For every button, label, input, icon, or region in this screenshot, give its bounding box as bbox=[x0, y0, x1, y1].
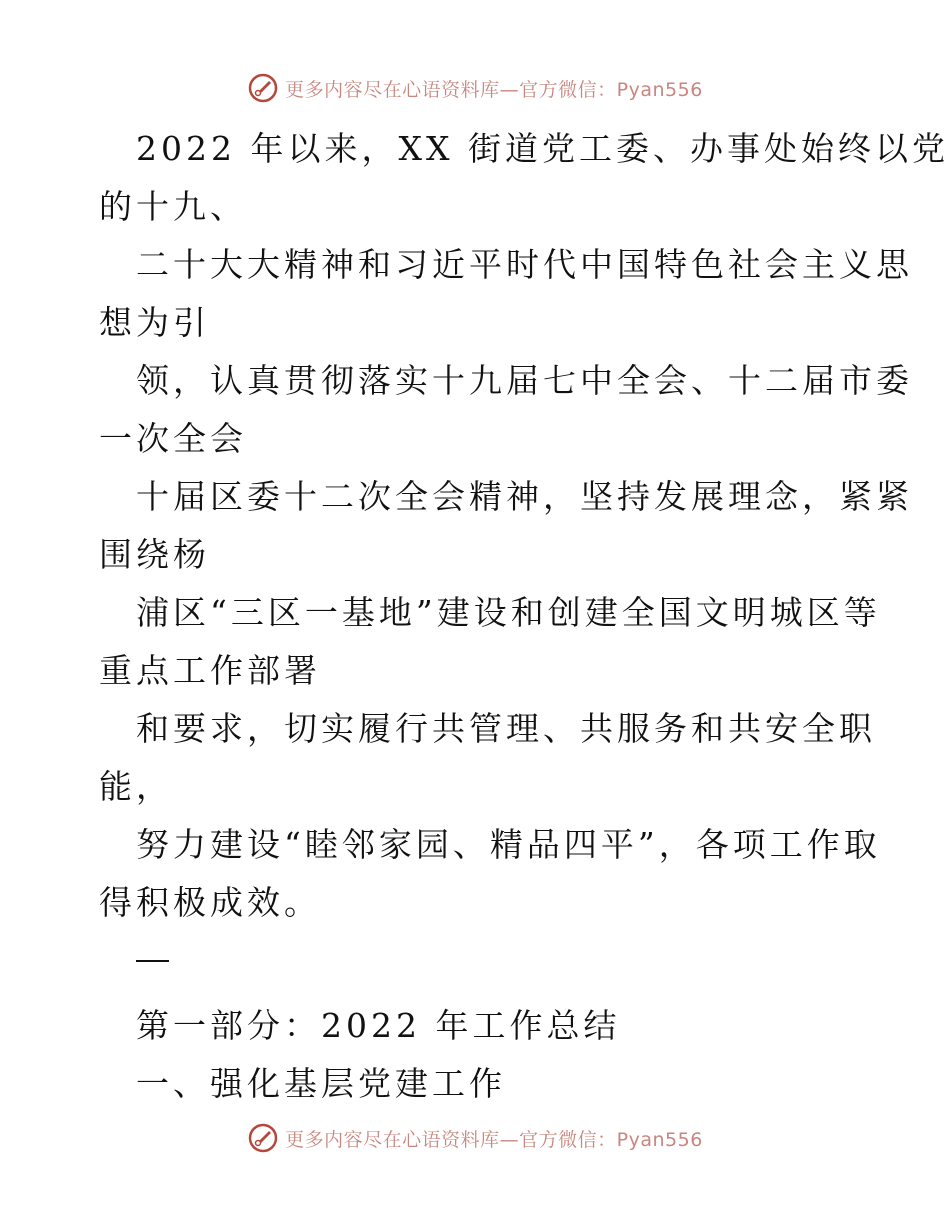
paragraph-line: 能， bbox=[99, 767, 173, 806]
paragraph-line: 重点工作部署 bbox=[99, 651, 321, 690]
brand-logo-icon bbox=[247, 72, 279, 104]
subsection-heading: 一、强化基层党建工作 bbox=[136, 1064, 506, 1103]
paragraph-line: 领，认真贯彻落实十九届七中全会、十二届市委 bbox=[136, 361, 913, 400]
section-heading: 第一部分：2022 年工作总结 bbox=[136, 1006, 621, 1045]
brand-logo-icon bbox=[247, 1122, 279, 1154]
paragraph-line: 想为引 bbox=[99, 303, 210, 342]
watermark-text: 更多内容尽在心语资料库—官方微信：Pyan556 bbox=[285, 78, 703, 101]
paragraph-line: 努力建设“睦邻家园、精品四平”，各项工作取 bbox=[136, 825, 881, 864]
paragraph-line: 的十九、 bbox=[99, 187, 247, 226]
paragraph-line: 一次全会 bbox=[99, 419, 247, 458]
header-watermark bbox=[0, 72, 950, 104]
document-body bbox=[99, 120, 949, 990]
paragraph-line: 二十大大精神和习近平时代中国特色社会主义思 bbox=[136, 245, 913, 284]
paragraph-line: 和要求，切实履行共管理、共服务和共安全职 bbox=[136, 709, 876, 748]
paragraph-line: 浦区“三区一基地”建设和创建全国文明城区等 bbox=[136, 593, 881, 632]
paragraph-line: 得积极成效。 bbox=[99, 883, 321, 922]
watermark-text: 更多内容尽在心语资料库—官方微信：Pyan556 bbox=[285, 1128, 703, 1151]
paragraph-line: 十届区委十二次全会精神，坚持发展理念，紧紧 bbox=[136, 477, 913, 516]
footer-watermark bbox=[0, 1122, 950, 1154]
separator-dash bbox=[99, 932, 859, 990]
dash-mark bbox=[136, 960, 169, 962]
paragraph-line: 2022 年以来，XX 街道党工委、办事处始终以党 bbox=[136, 129, 949, 168]
paragraph-line: 围绕杨 bbox=[99, 535, 210, 574]
